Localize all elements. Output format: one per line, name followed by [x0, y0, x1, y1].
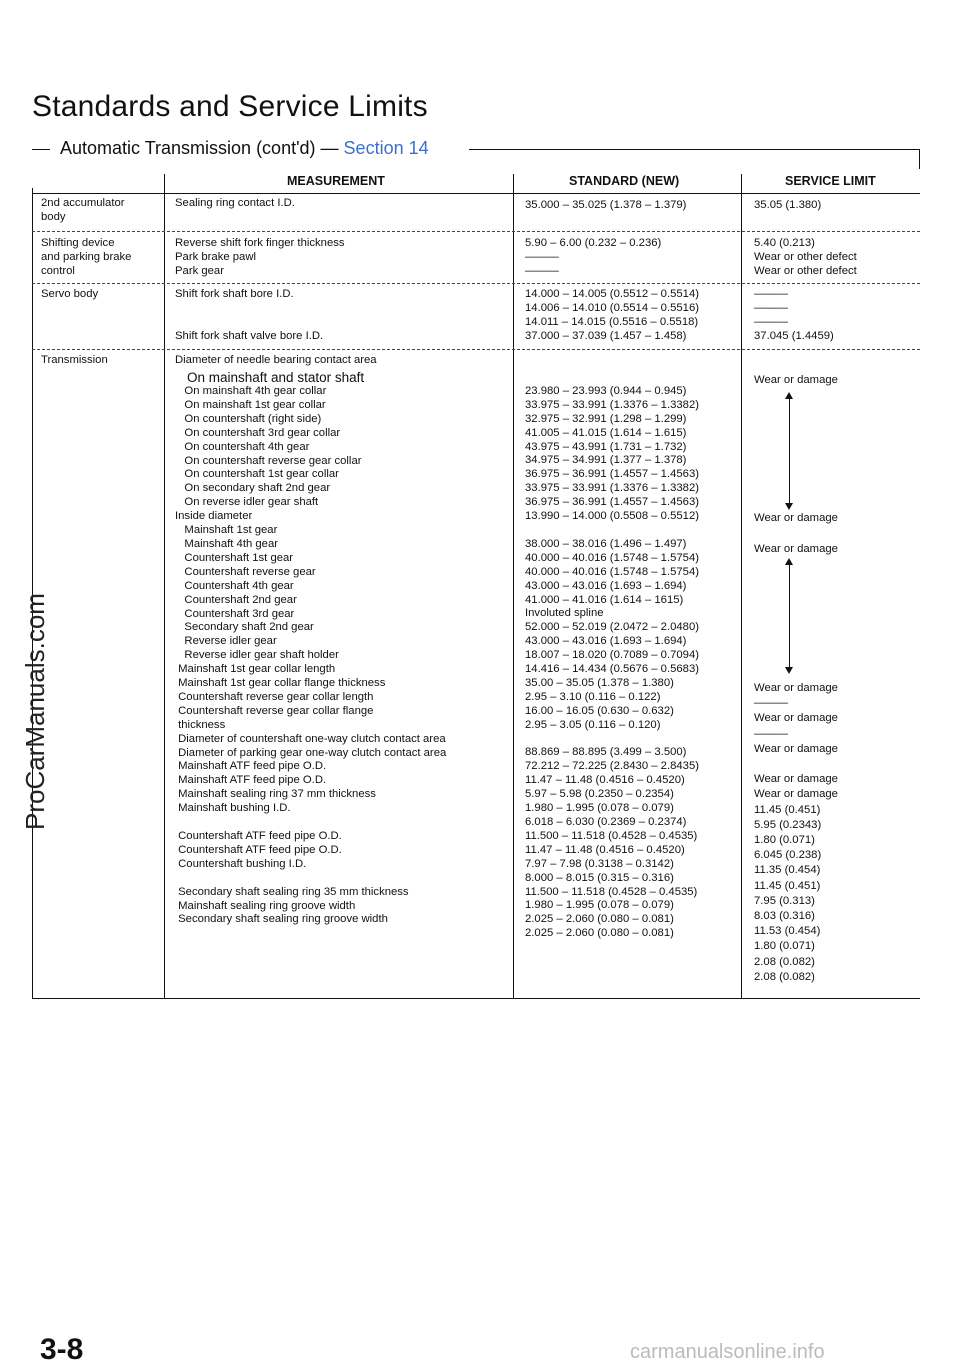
row-separator: [32, 231, 920, 232]
specs-table: [32, 174, 920, 999]
section-link[interactable]: Section 14: [343, 138, 429, 158]
column-header-standard: STANDARD (NEW): [569, 174, 680, 188]
table-bottom-border: [32, 998, 920, 999]
column-divider: [513, 174, 514, 999]
measurement-subheading: On mainshaft and stator shaft: [187, 370, 365, 385]
range-arrow: [789, 398, 790, 504]
footer-watermark: carmanualsonline.info: [630, 1341, 825, 1363]
subtitle-rule-tick: [919, 149, 920, 169]
watermark: ProCarManuals.com: [20, 593, 50, 830]
page-title: Standards and Service Limits: [32, 90, 428, 123]
column-divider: [164, 174, 165, 999]
group-label: 2nd accumulator body: [41, 197, 125, 223]
standard-list: 23.980 – 23.993 (0.944 – 0.945) 33.975 – 33.991 (1.3376 – 1.3382) 32.975 – 32.991 (1.298 – 1.299) 41.005 – 41.015 (1.614 – 1.615) 43.975 – 43.991 (1.731 – 1.732) 34.975 – 34.991 (1.377 – 1.378) 36.975 – 36.991 (1.4557 – 1.4563) 33.975 – 33.991 (1.3376 – 1.3382) 36.975 – 36.991 (1.4557 – 1.4563) 13.990 – 14.000 (0.5508 – 0.5512) 38.000 – 38.016 (1.496 – 1.497) 40.000 – 40.016 (1.5748 – 1.5754) 40.000 – 40.016 (1.5748 – 1.5754) 43.000 – 43.016 (1.693 – 1.694) 41.000 – 41.016 (1.614 – 1615) Involuted spline 52.000 – 52.019 (2.0472 – 2.0480) 43.000 – 43.016 (1.693 – 1.694) 18.007 – 18.020 (0.7089 – 0.7094) 14.416 – 14.434 (0.5676 – 0.5683) 35.00 – 35.05 (1.378 – 1.380) 2.95 – 3.10 (0.116 – 0.122) 16.00 – 16.05 (0.630 – 0.632) 2.95 – 3.05 (0.116 – 0.120) 88.869 – 88.895 (3.499 – 3.500) 72.212 – 72.225 (2.8430 – 2.8435) 11.47 – 11.48 (0.4516 – 0.4520) 5.97 – 5.98 (0.2350 – 0.2354) 1.980 – 1.995 (0.078 – 0.079) 6.018 – 6.030 (0.2369 – 0.2374) 11.500 – 11.518 (0.4528 – 0.4535) 11.47 – 11.48 (0.4516 – 0.4520) 7.97 – 7.98 (0.3138 – 0.3142) 8.000 – 8.015 (0.315 – 0.316) 11.500 – 11.518 (0.4528 – 0.4535) 1.980 – 1.995 (0.078 – 0.079) 2.025 – 2.060 (0.080 – 0.081) 2.025 – 2.060 (0.080 – 0.081): [525, 384, 699, 940]
subtitle-main: Automatic Transmission (cont'd) —: [60, 138, 339, 158]
row-separator: [32, 349, 920, 350]
standard-cell: 5.90 – 6.00 (0.232 – 0.236) ——— ———: [525, 237, 662, 277]
row-separator: [32, 283, 920, 284]
subtitle-rule-right: [469, 149, 920, 150]
limit-cell: Wear or damage: [754, 374, 838, 386]
limit-cell: Wear or damage: [754, 543, 838, 555]
limit-cell: ——— ——— ——— 37.045 (1.4459): [754, 288, 834, 342]
group-label: Servo body: [41, 288, 99, 300]
limit-list: Wear or damage ——— Wear or damage ——— Wear or damage Wear or damage Wear or damage 11.45 (0.451) 5.95 (0.2343) 1.80 (0.071) 6.045 (0.238) 11.35 (0.454) 11.45 (0.451) 7.95 (0.313) 8.03 (0.316) 11.53 (0.454) 1.80 (0.071) 2.08 (0.082) 2.08 (0.082): [754, 682, 838, 983]
subtitle-text: [60, 138, 429, 159]
group-label: Shifting device and parking brake control: [41, 237, 132, 277]
limit-cell: 35.05 (1.380): [754, 199, 822, 211]
measurement-heading: Diameter of needle bearing contact area: [175, 354, 377, 366]
page-number: 3-8: [40, 1333, 84, 1366]
measurement-list: On mainshaft 4th gear collar On mainshaft 1st gear collar On countershaft (right side) On countershaft 3rd gear collar On countershaft 4th gear On countershaft reverse gear collar On countershaft 1st gear collar On secondary shaft 2nd gear On reverse idler gear shaft Inside diameter Mainshaft 1st gear Mainshaft 4th gear Countershaft 1st gear Countershaft reverse gear Countershaft 4th gear Countershaft 2nd gear Countershaft 3rd gear Secondary shaft 2nd gear Reverse idler gear Reverse idler gear shaft holder Mainshaft 1st gear collar length Mainshaft 1st gear collar flange thickness Countershaft reverse gear collar length Countershaft reverse gear collar flange thickness Diameter of countershaft one-way clutch contact area Diameter of parking gear one-way clutch contact area Mainshaft ATF feed pipe O.D. Mainshaft ATF feed pipe O.D. Mainshaft sealing ring 37 mm thickness Mainshaft bushing I.D. Countershaft ATF feed pipe O.D. Countershaft ATF feed pipe O.D. Countershaft bushing I.D. Secondary shaft sealing ring 35 mm thickness Mainshaft sealing ring groove width Secondary shaft sealing ring groove width: [175, 385, 447, 926]
range-arrow: [789, 564, 790, 668]
measurement-cell: Shift fork shaft bore I.D. Shift fork shaft valve bore I.D.: [175, 288, 324, 342]
standard-cell: 35.000 – 35.025 (1.378 – 1.379): [525, 199, 687, 211]
column-header-measurement: MEASUREMENT: [287, 174, 385, 188]
standard-cell: 14.000 – 14.005 (0.5512 – 0.5514) 14.006 – 14.010 (0.5514 – 0.5516) 14.011 – 14.015 (0.5516 – 0.5518) 37.000 – 37.039 (1.457 – 1.458): [525, 288, 699, 342]
limit-cell: Wear or damage: [754, 512, 838, 524]
group-label: Transmission: [41, 354, 108, 366]
column-divider: [741, 174, 742, 999]
subtitle-rule-left: [32, 149, 50, 150]
measurement-cell: Reverse shift fork finger thickness Park brake pawl Park gear: [175, 237, 345, 277]
measurement-cell: Sealing ring contact I.D.: [175, 197, 295, 209]
column-header-service-limit: SERVICE LIMIT: [785, 174, 876, 188]
limit-cell: 5.40 (0.213) Wear or other defect Wear or other defect: [754, 237, 857, 277]
header-rule: [32, 193, 920, 194]
section-subtitle: [32, 138, 920, 162]
